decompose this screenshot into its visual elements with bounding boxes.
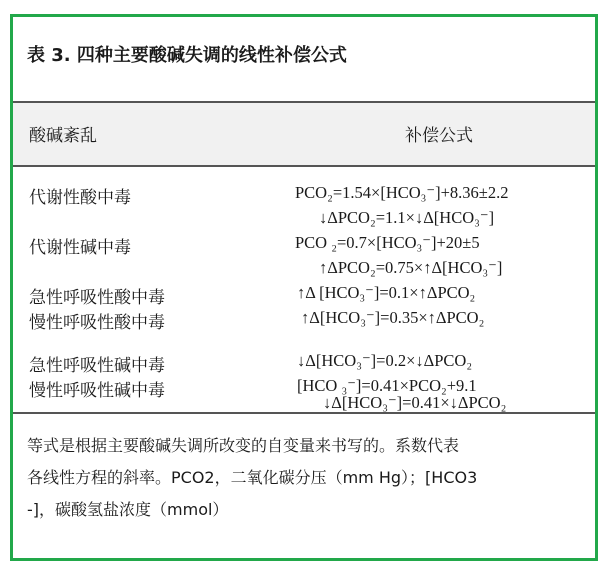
footnote-line: 等式是根据主要酸碱失调所改变的自变量来书写的。系数代表 — [27, 436, 460, 455]
row-name: 急性呼吸性碱中毒 — [29, 356, 165, 376]
row-formula: [HCO ₃⁻]=0.41×PCO₂+9.1 — [297, 376, 477, 395]
row-formula: ↑Δ [HCO₃⁻]=0.1×↑ΔPCO₂ — [297, 283, 476, 302]
row-formula: PCO₂=1.54×[HCO₃⁻]+8.36±2.2 — [295, 183, 509, 202]
table-title: 表 3. 四种主要酸碱失调的线性补偿公式 — [27, 45, 347, 66]
row-formula: ↓Δ[HCO₃⁻]=0.41×↓ΔPCO₂ — [323, 393, 507, 412]
row-name: 急性呼吸性酸中毒 — [29, 288, 165, 308]
table-header — [13, 101, 595, 167]
table-frame — [10, 14, 598, 561]
header-col-disorder: 酸碱紊乱 — [29, 126, 97, 146]
header-col-formula: 补偿公式 — [405, 126, 473, 146]
row-formula: ↑ΔPCO₂=0.75×↑Δ[HCO₃⁻] — [319, 258, 503, 277]
row-name: 代谢性碱中毒 — [29, 238, 131, 258]
row-formula: PCO ₂=0.7×[HCO₃⁻]+20±5 — [295, 233, 480, 252]
row-name: 代谢性酸中毒 — [29, 188, 131, 208]
table-divider — [13, 412, 595, 414]
table-footnote — [27, 430, 587, 526]
row-formula: ↓ΔPCO₂=1.1×↓Δ[HCO₃⁻] — [319, 208, 495, 227]
row-name: 慢性呼吸性碱中毒 — [29, 381, 165, 401]
row-name: 慢性呼吸性酸中毒 — [29, 313, 165, 333]
row-formula: ↓Δ[HCO₃⁻]=0.2×↓ΔPCO₂ — [297, 351, 473, 370]
row-formula: ↑Δ[HCO₃⁻]=0.35×↑ΔPCO₂ — [301, 308, 485, 327]
footnote-line: 各线性方程的斜率。PCO2，二氧化碳分压（mm Hg）；[HCO3 — [27, 468, 478, 487]
footnote-line: -]，碳酸氢盐浓度（mmol） — [27, 500, 229, 519]
